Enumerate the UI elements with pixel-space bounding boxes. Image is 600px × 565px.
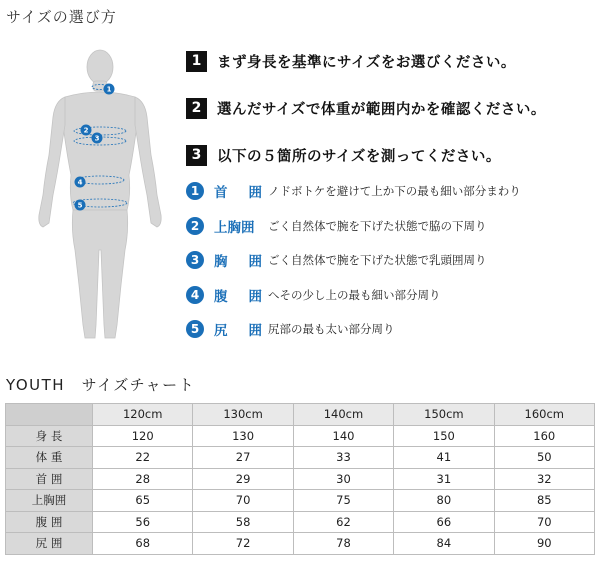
table-cell: 31 [394, 468, 494, 490]
point-description: ノドボトケを避けて上か下の最も細い部分まわり [268, 184, 521, 198]
column-header: 130cm [193, 404, 293, 426]
table-cell: 29 [193, 468, 293, 490]
table-header-row [6, 404, 595, 426]
table-cell: 90 [494, 533, 594, 555]
figure-marker-4-label: 4 [77, 178, 83, 187]
point-name: 尻 囲 [214, 323, 262, 339]
column-header: 160cm [494, 404, 594, 426]
table-cell: 70 [494, 511, 594, 533]
table-row [6, 447, 595, 469]
table-cell: 30 [293, 468, 393, 490]
table-cell: 32 [494, 468, 594, 490]
point-upper-chest [186, 215, 596, 237]
point-name: 腹 囲 [214, 288, 262, 305]
point-chest [186, 249, 596, 271]
column-header: 150cm [394, 404, 494, 426]
step-text: 選んだサイズで体重が範囲内かを確認ください。 [217, 101, 546, 118]
table-cell: 84 [394, 533, 494, 555]
row-header: 上胸囲 [6, 490, 93, 512]
point-description: 尻部の最も太い部分周り [268, 322, 395, 336]
table-row [6, 490, 595, 512]
figure-marker-1-label: 1 [106, 85, 112, 94]
table-cell: 68 [93, 533, 193, 555]
body-figure-illustration [25, 45, 175, 345]
table-row [6, 511, 595, 533]
table-cell: 80 [394, 490, 494, 512]
step-number: 3 [186, 145, 207, 166]
table-row [6, 533, 595, 555]
row-header: 身 長 [6, 425, 93, 447]
table-cell: 56 [93, 511, 193, 533]
figure-marker-2-label: 2 [83, 126, 89, 135]
figure-marker-3-label: 3 [94, 134, 100, 143]
column-header: 140cm [293, 404, 393, 426]
row-header: 体 重 [6, 447, 93, 469]
table-cell: 27 [193, 447, 293, 469]
table-cell: 58 [193, 511, 293, 533]
page-title: サイズの選び方 [6, 8, 117, 26]
table-cell: 70 [193, 490, 293, 512]
table-cell: 66 [394, 511, 494, 533]
point-neck [186, 180, 596, 202]
point-name: 胸 囲 [214, 254, 262, 270]
point-number-badge: 1 [186, 182, 204, 200]
step-3 [186, 144, 596, 166]
point-number-badge: 3 [186, 251, 204, 269]
measurement-points-list [186, 180, 596, 353]
point-description: ごく自然体で腕を下げた状態で乳頭囲周り [268, 253, 487, 267]
point-number-badge: 5 [186, 320, 204, 338]
row-header: 尻 囲 [6, 533, 93, 555]
table-row [6, 468, 595, 490]
table-row [6, 425, 595, 447]
step-text: 以下の５箇所のサイズを測ってください。 [217, 148, 501, 165]
table-cell: 160 [494, 425, 594, 447]
size-chart-table [5, 403, 595, 555]
step-number: 2 [186, 98, 207, 119]
step-text: まず身長を基準にサイズをお選びください。 [217, 54, 516, 71]
table-corner-cell [6, 404, 93, 426]
figure-marker-5-label: 5 [77, 201, 83, 210]
table-cell: 72 [193, 533, 293, 555]
step-number: 1 [186, 51, 207, 72]
point-hip [186, 318, 596, 340]
row-header: 腹 囲 [6, 511, 93, 533]
size-chart-title: YOUTH サイズチャート [6, 376, 196, 394]
point-name: 首 囲 [214, 185, 262, 201]
table-cell: 22 [93, 447, 193, 469]
point-name: 上胸囲 [214, 219, 255, 236]
table-cell: 150 [394, 425, 494, 447]
point-number-badge: 4 [186, 286, 204, 304]
step-1 [186, 50, 596, 72]
column-header: 120cm [93, 404, 193, 426]
table-cell: 50 [494, 447, 594, 469]
row-header: 首 囲 [6, 468, 93, 490]
table-cell: 28 [93, 468, 193, 490]
table-cell: 140 [293, 425, 393, 447]
table-cell: 75 [293, 490, 393, 512]
table-cell: 41 [394, 447, 494, 469]
table-cell: 120 [93, 425, 193, 447]
table-cell: 85 [494, 490, 594, 512]
table-cell: 65 [93, 490, 193, 512]
point-description: へその少し上の最も細い部分周り [268, 287, 441, 302]
point-number-badge: 2 [186, 217, 204, 235]
table-cell: 78 [293, 533, 393, 555]
step-2 [186, 97, 596, 119]
table-cell: 62 [293, 511, 393, 533]
point-waist [186, 284, 596, 306]
point-description: ごく自然体で腕を下げた状態で脇の下周り [268, 218, 487, 233]
table-cell: 33 [293, 447, 393, 469]
steps-list [186, 50, 596, 191]
table-cell: 130 [193, 425, 293, 447]
